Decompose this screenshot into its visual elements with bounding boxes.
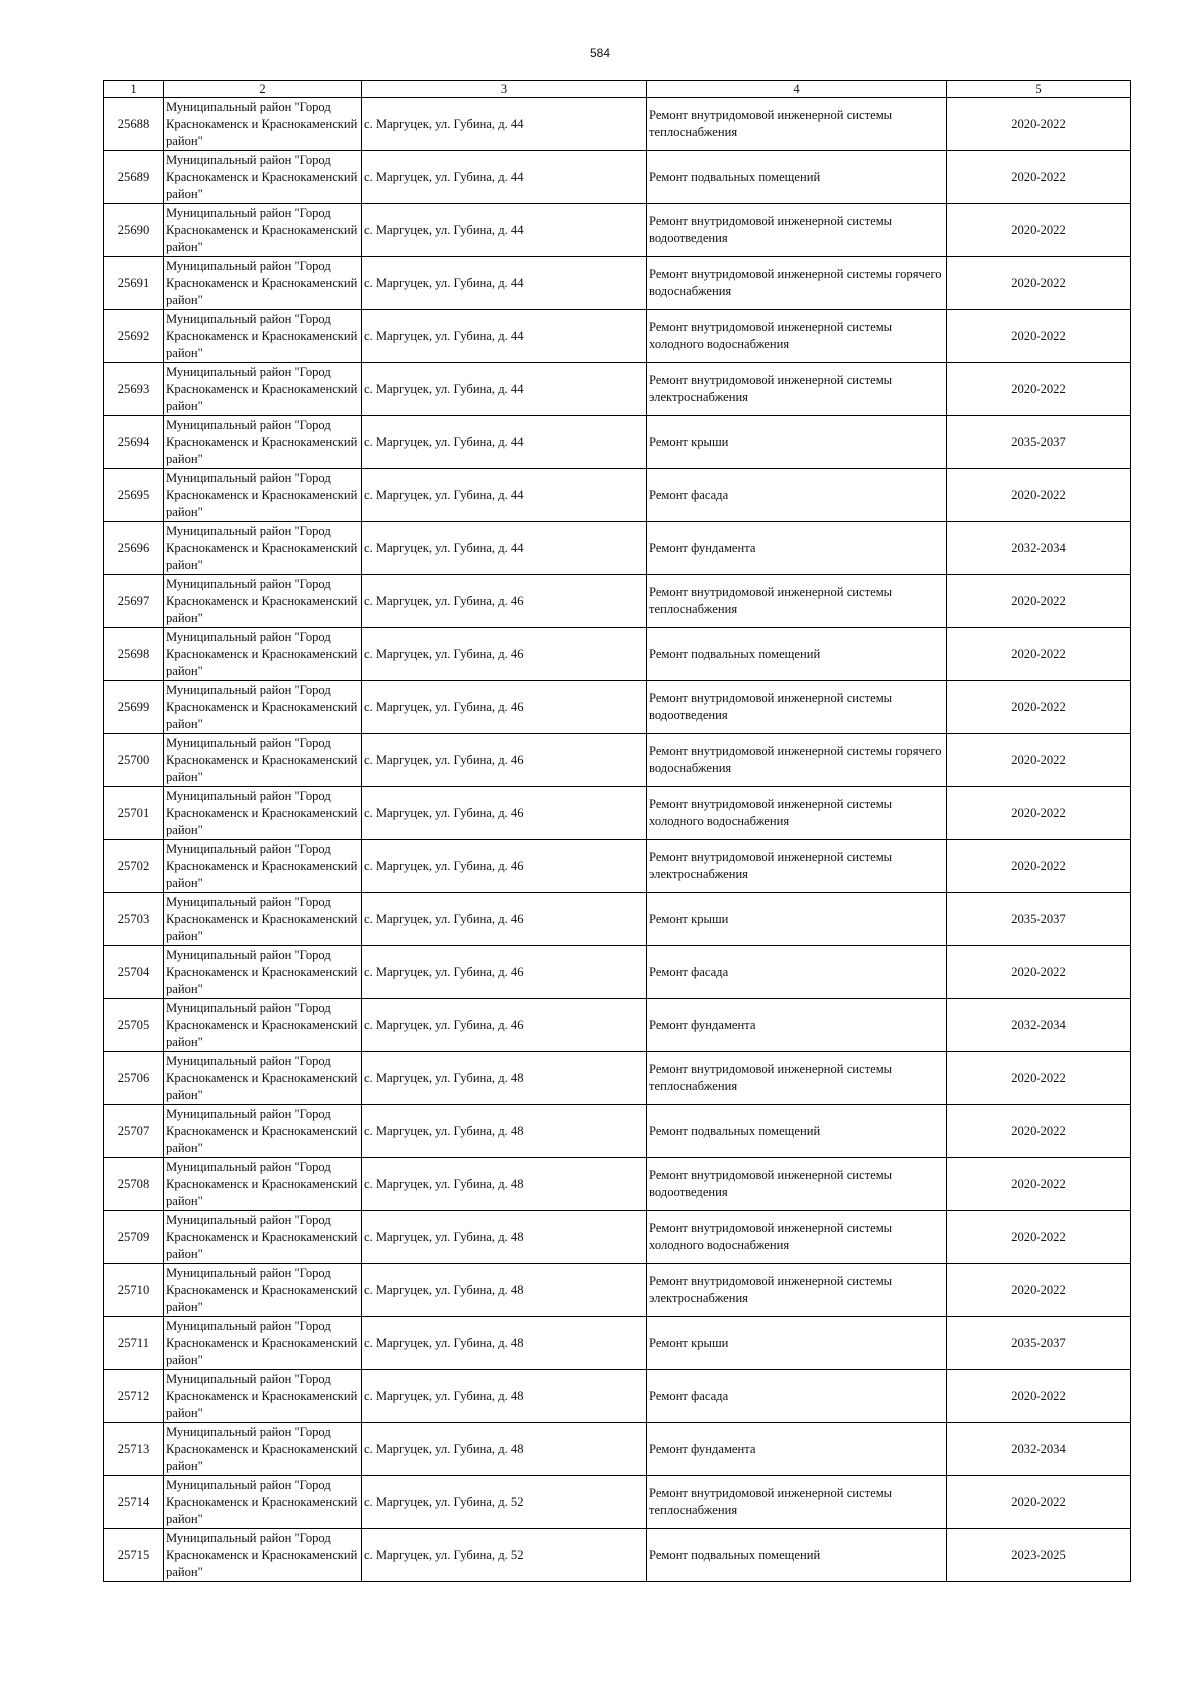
period-cell: 2020-2022 xyxy=(947,1370,1131,1423)
work-type-cell: Ремонт фасада xyxy=(647,1370,947,1423)
period-cell: 2035-2037 xyxy=(947,1317,1131,1370)
table-row xyxy=(104,1264,1131,1317)
address-cell: с. Маргуцек, ул. Губина, д. 44 xyxy=(362,363,647,416)
period-cell: 2032-2034 xyxy=(947,999,1131,1052)
record-number-cell: 25691 xyxy=(104,257,164,310)
address-cell: с. Маргуцек, ул. Губина, д. 52 xyxy=(362,1476,647,1529)
work-type-cell: Ремонт крыши xyxy=(647,893,947,946)
municipality-cell: Муниципальный район "Город Краснокаменск и Краснокаменский район" xyxy=(164,151,362,204)
work-type-cell: Ремонт внутридомовой инженерной системы электроснабжения xyxy=(647,363,947,416)
municipality-cell: Муниципальный район "Город Краснокаменск и Краснокаменский район" xyxy=(164,575,362,628)
period-cell: 2035-2037 xyxy=(947,416,1131,469)
address-cell: с. Маргуцек, ул. Губина, д. 46 xyxy=(362,840,647,893)
address-cell: с. Маргуцек, ул. Губина, д. 48 xyxy=(362,1317,647,1370)
period-cell: 2020-2022 xyxy=(947,840,1131,893)
period-cell: 2020-2022 xyxy=(947,1052,1131,1105)
address-cell: с. Маргуцек, ул. Губина, д. 44 xyxy=(362,522,647,575)
table-row xyxy=(104,893,1131,946)
record-number-cell: 25705 xyxy=(104,999,164,1052)
record-number-cell: 25713 xyxy=(104,1423,164,1476)
table-row xyxy=(104,98,1131,151)
record-number-cell: 25707 xyxy=(104,1105,164,1158)
work-type-cell: Ремонт фундамента xyxy=(647,522,947,575)
record-number-cell: 25711 xyxy=(104,1317,164,1370)
work-type-cell: Ремонт фундамента xyxy=(647,999,947,1052)
municipality-cell: Муниципальный район "Город Краснокаменск и Краснокаменский район" xyxy=(164,628,362,681)
record-number-cell: 25703 xyxy=(104,893,164,946)
municipality-cell: Муниципальный район "Город Краснокаменск и Краснокаменский район" xyxy=(164,787,362,840)
address-cell: с. Маргуцек, ул. Губина, д. 44 xyxy=(362,469,647,522)
municipality-cell: Муниципальный район "Город Краснокаменск и Краснокаменский район" xyxy=(164,310,362,363)
municipality-cell: Муниципальный район "Город Краснокаменск и Краснокаменский район" xyxy=(164,734,362,787)
work-type-cell: Ремонт внутридомовой инженерной системы горячего водоснабжения xyxy=(647,257,947,310)
table-row xyxy=(104,1476,1131,1529)
period-cell: 2020-2022 xyxy=(947,310,1131,363)
work-type-cell: Ремонт подвальных помещений xyxy=(647,151,947,204)
period-cell: 2032-2034 xyxy=(947,1423,1131,1476)
table-row xyxy=(104,310,1131,363)
municipality-cell: Муниципальный район "Город Краснокаменск и Краснокаменский район" xyxy=(164,946,362,999)
table-row xyxy=(104,469,1131,522)
address-cell: с. Маргуцек, ул. Губина, д. 48 xyxy=(362,1370,647,1423)
record-number-cell: 25706 xyxy=(104,1052,164,1105)
address-cell: с. Маргуцек, ул. Губина, д. 48 xyxy=(362,1211,647,1264)
address-cell: с. Маргуцек, ул. Губина, д. 46 xyxy=(362,628,647,681)
work-type-cell: Ремонт внутридомовой инженерной системы электроснабжения xyxy=(647,840,947,893)
work-type-cell: Ремонт подвальных помещений xyxy=(647,628,947,681)
work-type-cell: Ремонт внутридомовой инженерной системы водоотведения xyxy=(647,681,947,734)
table-row xyxy=(104,1158,1131,1211)
period-cell: 2020-2022 xyxy=(947,1264,1131,1317)
record-number-cell: 25715 xyxy=(104,1529,164,1582)
municipality-cell: Муниципальный район "Город Краснокаменск и Краснокаменский район" xyxy=(164,1317,362,1370)
address-cell: с. Маргуцек, ул. Губина, д. 44 xyxy=(362,257,647,310)
table-body xyxy=(104,81,1131,1582)
record-number-cell: 25698 xyxy=(104,628,164,681)
period-cell: 2020-2022 xyxy=(947,98,1131,151)
period-cell: 2032-2034 xyxy=(947,522,1131,575)
column-number-4: 4 xyxy=(647,81,947,98)
municipality-cell: Муниципальный район "Город Краснокаменск и Краснокаменский район" xyxy=(164,893,362,946)
address-cell: с. Маргуцек, ул. Губина, д. 46 xyxy=(362,575,647,628)
municipality-cell: Муниципальный район "Город Краснокаменск и Краснокаменский район" xyxy=(164,1211,362,1264)
table-row xyxy=(104,1052,1131,1105)
period-cell: 2020-2022 xyxy=(947,681,1131,734)
work-type-cell: Ремонт внутридомовой инженерной системы теплоснабжения xyxy=(647,1052,947,1105)
record-number-cell: 25689 xyxy=(104,151,164,204)
work-type-cell: Ремонт подвальных помещений xyxy=(647,1105,947,1158)
table-row xyxy=(104,734,1131,787)
work-type-cell: Ремонт внутридомовой инженерной системы холодного водоснабжения xyxy=(647,787,947,840)
work-type-cell: Ремонт внутридомовой инженерной системы теплоснабжения xyxy=(647,98,947,151)
table-row xyxy=(104,628,1131,681)
municipality-cell: Муниципальный район "Город Краснокаменск и Краснокаменский район" xyxy=(164,1423,362,1476)
address-cell: с. Маргуцек, ул. Губина, д. 44 xyxy=(362,204,647,257)
table-row xyxy=(104,416,1131,469)
table-row xyxy=(104,363,1131,416)
record-number-cell: 25695 xyxy=(104,469,164,522)
address-cell: с. Маргуцек, ул. Губина, д. 44 xyxy=(362,310,647,363)
period-cell: 2020-2022 xyxy=(947,257,1131,310)
municipality-cell: Муниципальный район "Город Краснокаменск и Краснокаменский район" xyxy=(164,363,362,416)
work-type-cell: Ремонт фасада xyxy=(647,946,947,999)
column-number-1: 1 xyxy=(104,81,164,98)
record-number-cell: 25710 xyxy=(104,1264,164,1317)
municipality-cell: Муниципальный район "Город Краснокаменск и Краснокаменский район" xyxy=(164,999,362,1052)
table-row xyxy=(104,257,1131,310)
table-row xyxy=(104,999,1131,1052)
column-number-3: 3 xyxy=(362,81,647,98)
period-cell: 2020-2022 xyxy=(947,787,1131,840)
table-row xyxy=(104,522,1131,575)
repair-schedule-table xyxy=(103,80,1131,1582)
table-row xyxy=(104,1423,1131,1476)
work-type-cell: Ремонт внутридомовой инженерной системы холодного водоснабжения xyxy=(647,310,947,363)
period-cell: 2020-2022 xyxy=(947,204,1131,257)
address-cell: с. Маргуцек, ул. Губина, д. 52 xyxy=(362,1529,647,1582)
municipality-cell: Муниципальный район "Город Краснокаменск и Краснокаменский район" xyxy=(164,1264,362,1317)
column-number-row xyxy=(104,81,1131,98)
table-row xyxy=(104,575,1131,628)
table-row xyxy=(104,1211,1131,1264)
municipality-cell: Муниципальный район "Город Краснокаменск и Краснокаменский район" xyxy=(164,1476,362,1529)
work-type-cell: Ремонт внутридомовой инженерной системы горячего водоснабжения xyxy=(647,734,947,787)
period-cell: 2020-2022 xyxy=(947,575,1131,628)
table-row xyxy=(104,151,1131,204)
record-number-cell: 25688 xyxy=(104,98,164,151)
address-cell: с. Маргуцек, ул. Губина, д. 48 xyxy=(362,1105,647,1158)
record-number-cell: 25692 xyxy=(104,310,164,363)
table-row xyxy=(104,204,1131,257)
municipality-cell: Муниципальный район "Город Краснокаменск и Краснокаменский район" xyxy=(164,522,362,575)
address-cell: с. Маргуцек, ул. Губина, д. 48 xyxy=(362,1264,647,1317)
period-cell: 2020-2022 xyxy=(947,363,1131,416)
table-row xyxy=(104,946,1131,999)
record-number-cell: 25697 xyxy=(104,575,164,628)
address-cell: с. Маргуцек, ул. Губина, д. 46 xyxy=(362,681,647,734)
record-number-cell: 25699 xyxy=(104,681,164,734)
record-number-cell: 25701 xyxy=(104,787,164,840)
table-row xyxy=(104,1529,1131,1582)
page-number: 584 xyxy=(589,46,611,60)
column-number-5: 5 xyxy=(947,81,1131,98)
address-cell: с. Маргуцек, ул. Губина, д. 44 xyxy=(362,151,647,204)
period-cell: 2020-2022 xyxy=(947,1158,1131,1211)
record-number-cell: 25712 xyxy=(104,1370,164,1423)
municipality-cell: Муниципальный район "Город Краснокаменск и Краснокаменский район" xyxy=(164,681,362,734)
municipality-cell: Муниципальный район "Город Краснокаменск и Краснокаменский район" xyxy=(164,1158,362,1211)
record-number-cell: 25690 xyxy=(104,204,164,257)
address-cell: с. Маргуцек, ул. Губина, д. 44 xyxy=(362,98,647,151)
work-type-cell: Ремонт внутридомовой инженерной системы теплоснабжения xyxy=(647,1476,947,1529)
record-number-cell: 25709 xyxy=(104,1211,164,1264)
work-type-cell: Ремонт внутридомовой инженерной системы холодного водоснабжения xyxy=(647,1211,947,1264)
table-row xyxy=(104,787,1131,840)
period-cell: 2023-2025 xyxy=(947,1529,1131,1582)
work-type-cell: Ремонт фасада xyxy=(647,469,947,522)
municipality-cell: Муниципальный район "Город Краснокаменск и Краснокаменский район" xyxy=(164,416,362,469)
record-number-cell: 25696 xyxy=(104,522,164,575)
work-type-cell: Ремонт подвальных помещений xyxy=(647,1529,947,1582)
municipality-cell: Муниципальный район "Город Краснокаменск и Краснокаменский район" xyxy=(164,840,362,893)
period-cell: 2020-2022 xyxy=(947,734,1131,787)
table-row xyxy=(104,1370,1131,1423)
record-number-cell: 25714 xyxy=(104,1476,164,1529)
table-row xyxy=(104,1317,1131,1370)
record-number-cell: 25700 xyxy=(104,734,164,787)
period-cell: 2020-2022 xyxy=(947,1105,1131,1158)
period-cell: 2020-2022 xyxy=(947,1211,1131,1264)
record-number-cell: 25702 xyxy=(104,840,164,893)
work-type-cell: Ремонт крыши xyxy=(647,416,947,469)
address-cell: с. Маргуцек, ул. Губина, д. 46 xyxy=(362,946,647,999)
municipality-cell: Муниципальный район "Город Краснокаменск и Краснокаменский район" xyxy=(164,1529,362,1582)
column-number-2: 2 xyxy=(164,81,362,98)
address-cell: с. Маргуцек, ул. Губина, д. 46 xyxy=(362,734,647,787)
table-row xyxy=(104,681,1131,734)
table-row xyxy=(104,1105,1131,1158)
address-cell: с. Маргуцек, ул. Губина, д. 48 xyxy=(362,1052,647,1105)
record-number-cell: 25704 xyxy=(104,946,164,999)
record-number-cell: 25693 xyxy=(104,363,164,416)
address-cell: с. Маргуцек, ул. Губина, д. 44 xyxy=(362,416,647,469)
address-cell: с. Маргуцек, ул. Губина, д. 48 xyxy=(362,1423,647,1476)
address-cell: с. Маргуцек, ул. Губина, д. 48 xyxy=(362,1158,647,1211)
municipality-cell: Муниципальный район "Город Краснокаменск и Краснокаменский район" xyxy=(164,204,362,257)
address-cell: с. Маргуцек, ул. Губина, д. 46 xyxy=(362,999,647,1052)
municipality-cell: Муниципальный район "Город Краснокаменск и Краснокаменский район" xyxy=(164,257,362,310)
period-cell: 2035-2037 xyxy=(947,893,1131,946)
period-cell: 2020-2022 xyxy=(947,151,1131,204)
record-number-cell: 25694 xyxy=(104,416,164,469)
address-cell: с. Маргуцек, ул. Губина, д. 46 xyxy=(362,787,647,840)
work-type-cell: Ремонт внутридомовой инженерной системы электроснабжения xyxy=(647,1264,947,1317)
period-cell: 2020-2022 xyxy=(947,946,1131,999)
work-type-cell: Ремонт внутридомовой инженерной системы водоотведения xyxy=(647,204,947,257)
municipality-cell: Муниципальный район "Город Краснокаменск и Краснокаменский район" xyxy=(164,469,362,522)
period-cell: 2020-2022 xyxy=(947,1476,1131,1529)
municipality-cell: Муниципальный район "Город Краснокаменск и Краснокаменский район" xyxy=(164,1370,362,1423)
municipality-cell: Муниципальный район "Город Краснокаменск и Краснокаменский район" xyxy=(164,1052,362,1105)
work-type-cell: Ремонт внутридомовой инженерной системы теплоснабжения xyxy=(647,575,947,628)
work-type-cell: Ремонт фундамента xyxy=(647,1423,947,1476)
work-type-cell: Ремонт внутридомовой инженерной системы водоотведения xyxy=(647,1158,947,1211)
address-cell: с. Маргуцек, ул. Губина, д. 46 xyxy=(362,893,647,946)
work-type-cell: Ремонт крыши xyxy=(647,1317,947,1370)
record-number-cell: 25708 xyxy=(104,1158,164,1211)
table-row xyxy=(104,840,1131,893)
municipality-cell: Муниципальный район "Город Краснокаменск и Краснокаменский район" xyxy=(164,1105,362,1158)
period-cell: 2020-2022 xyxy=(947,469,1131,522)
period-cell: 2020-2022 xyxy=(947,628,1131,681)
municipality-cell: Муниципальный район "Город Краснокаменск и Краснокаменский район" xyxy=(164,98,362,151)
